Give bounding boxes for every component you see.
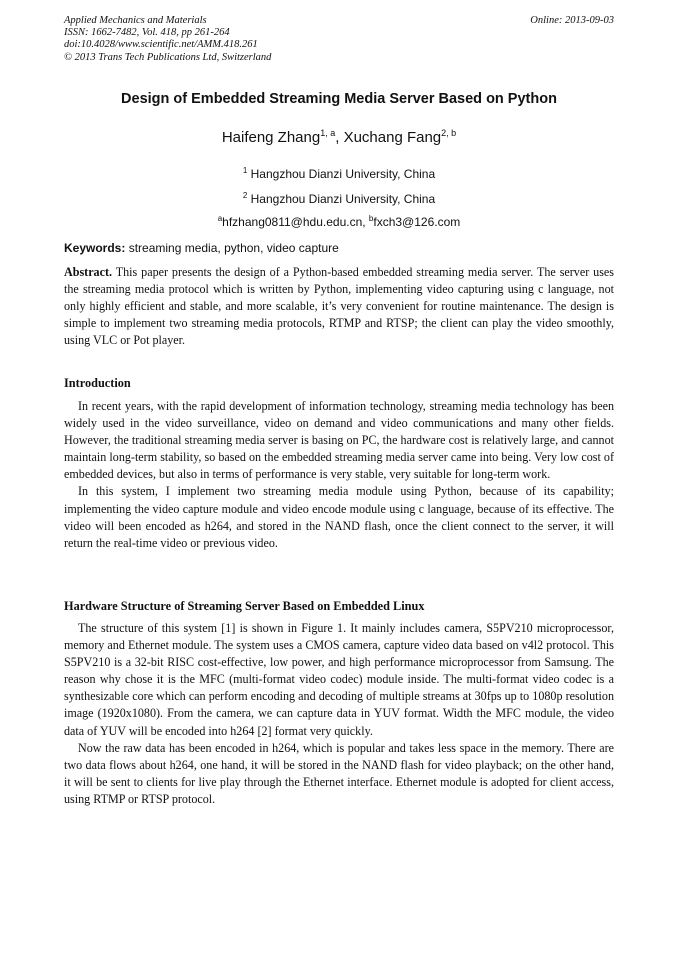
journal-name: Applied Mechanics and Materials <box>64 15 207 26</box>
keywords-text: streaming media, python, video capture <box>125 241 339 255</box>
doi-line: doi:10.4028/www.scientific.net/AMM.418.261 <box>64 39 258 51</box>
affiliation-superscript: 2 <box>242 191 248 200</box>
keywords <box>64 240 614 256</box>
affiliation-text: Hangzhou Dianzi University, China <box>250 192 436 206</box>
issn-line: ISSN: 1662-7482, Vol. 418, pp 261-264 <box>64 27 230 39</box>
section-body <box>64 398 614 552</box>
author-superscript: 1, a <box>320 128 336 138</box>
paper-title: Design of Embedded Streaming Media Server Based on Python <box>121 91 557 107</box>
author-line <box>0 128 678 148</box>
author-separator: , <box>335 129 344 146</box>
journal-header <box>64 15 271 64</box>
affiliation <box>0 191 678 207</box>
email-superscript: b <box>368 214 374 223</box>
email-superscript: a <box>217 214 223 223</box>
email-address: hfzhang0811@hdu.edu.cn, <box>222 215 369 229</box>
abstract-text: This paper presents the design of a Python-based embedded streaming media server. The server uses the streaming media protocol which is written by Python, implementing video capturing using c language, not only highly efficient and stable, and more scalable, it’s very convenient for routine maintenance. The design is simple to implement two streaming media protocols, RTMP and RTSP; the client can play the video smoothly, using VLC or Pot player. <box>64 265 614 348</box>
paragraph: The structure of this system [1] is shown in Figure 1. It mainly includes camera, S5PV210 microprocessor, memory and Ethernet module. The system uses a CMOS camera, capture video data based on v4l2 protocol. This S5PV210 is a 32-bit RISC cost-effective, low power, and high performance microprocessor from Samsung. The reason why chose it is the MFC (multi-format video codec) module inside. The multi-format video codec is a synthesizable core which can perform encoding and decoding of multiple streams at 30fps up to 1080p resolution image (1920x1080). From the camera, we can capture data in YUV format. Width the MFC module, the video data of YUV will be encoded into h264 [2] format very quickly. <box>64 621 614 738</box>
paragraph: In this system, I implement two streaming media module using Python, because of its capability; implementing the video capture module and video encode module using c language, because of its effective. The video will been encoded as h264, and stored in the NAND flash, once the client connect to the server, it will return the real-time video or previous video. <box>64 484 614 550</box>
keywords-label: Keywords: <box>64 241 126 255</box>
section-heading: Introduction <box>64 376 131 390</box>
author-name: Haifeng Zhang <box>221 129 321 146</box>
author-superscript: 2, b <box>441 128 457 138</box>
paragraph: In recent years, with the rapid development of information technology, streaming media technology has been widely used in the video surveillance, video on demand and video communications and many other fields. However, the traditional streaming media server is basing on PC, the hardware cost is relatively large, and cannot maintain long-term stability, so based on the embedded streaming media server came into being. Very low cost of embedded devices, but also in terms of performance is very stable, very suitable for long-term work. <box>64 399 614 482</box>
affiliation-superscript: 1 <box>242 166 248 175</box>
section-heading: Hardware Structure of Streaming Server Based on Embedded Linux <box>64 599 425 613</box>
online-date: Online: 2013-09-03 <box>530 15 614 26</box>
author-emails <box>0 214 678 230</box>
copyright-line: © 2013 Trans Tech Publications Ltd, Switzerland <box>64 51 272 63</box>
affiliation-text: Hangzhou Dianzi University, China <box>250 167 436 181</box>
author-name: Xuchang Fang <box>343 129 442 146</box>
email-address: fxch3@126.com <box>373 215 461 229</box>
section-body <box>64 620 614 808</box>
abstract-label: Abstract. <box>64 265 113 279</box>
affiliation <box>0 166 678 182</box>
abstract <box>64 264 614 349</box>
paragraph: Now the raw data has been encoded in h264, which is popular and takes less space in the memory. There are two data flows about h264, one hand, it will be stored in the NAND flash for video playback; on the other hand, it will be sent to clients for live play through the Ethernet interface. Ethernet module is adopted for client access, using RTMP or RTSP protocol. <box>64 740 614 806</box>
